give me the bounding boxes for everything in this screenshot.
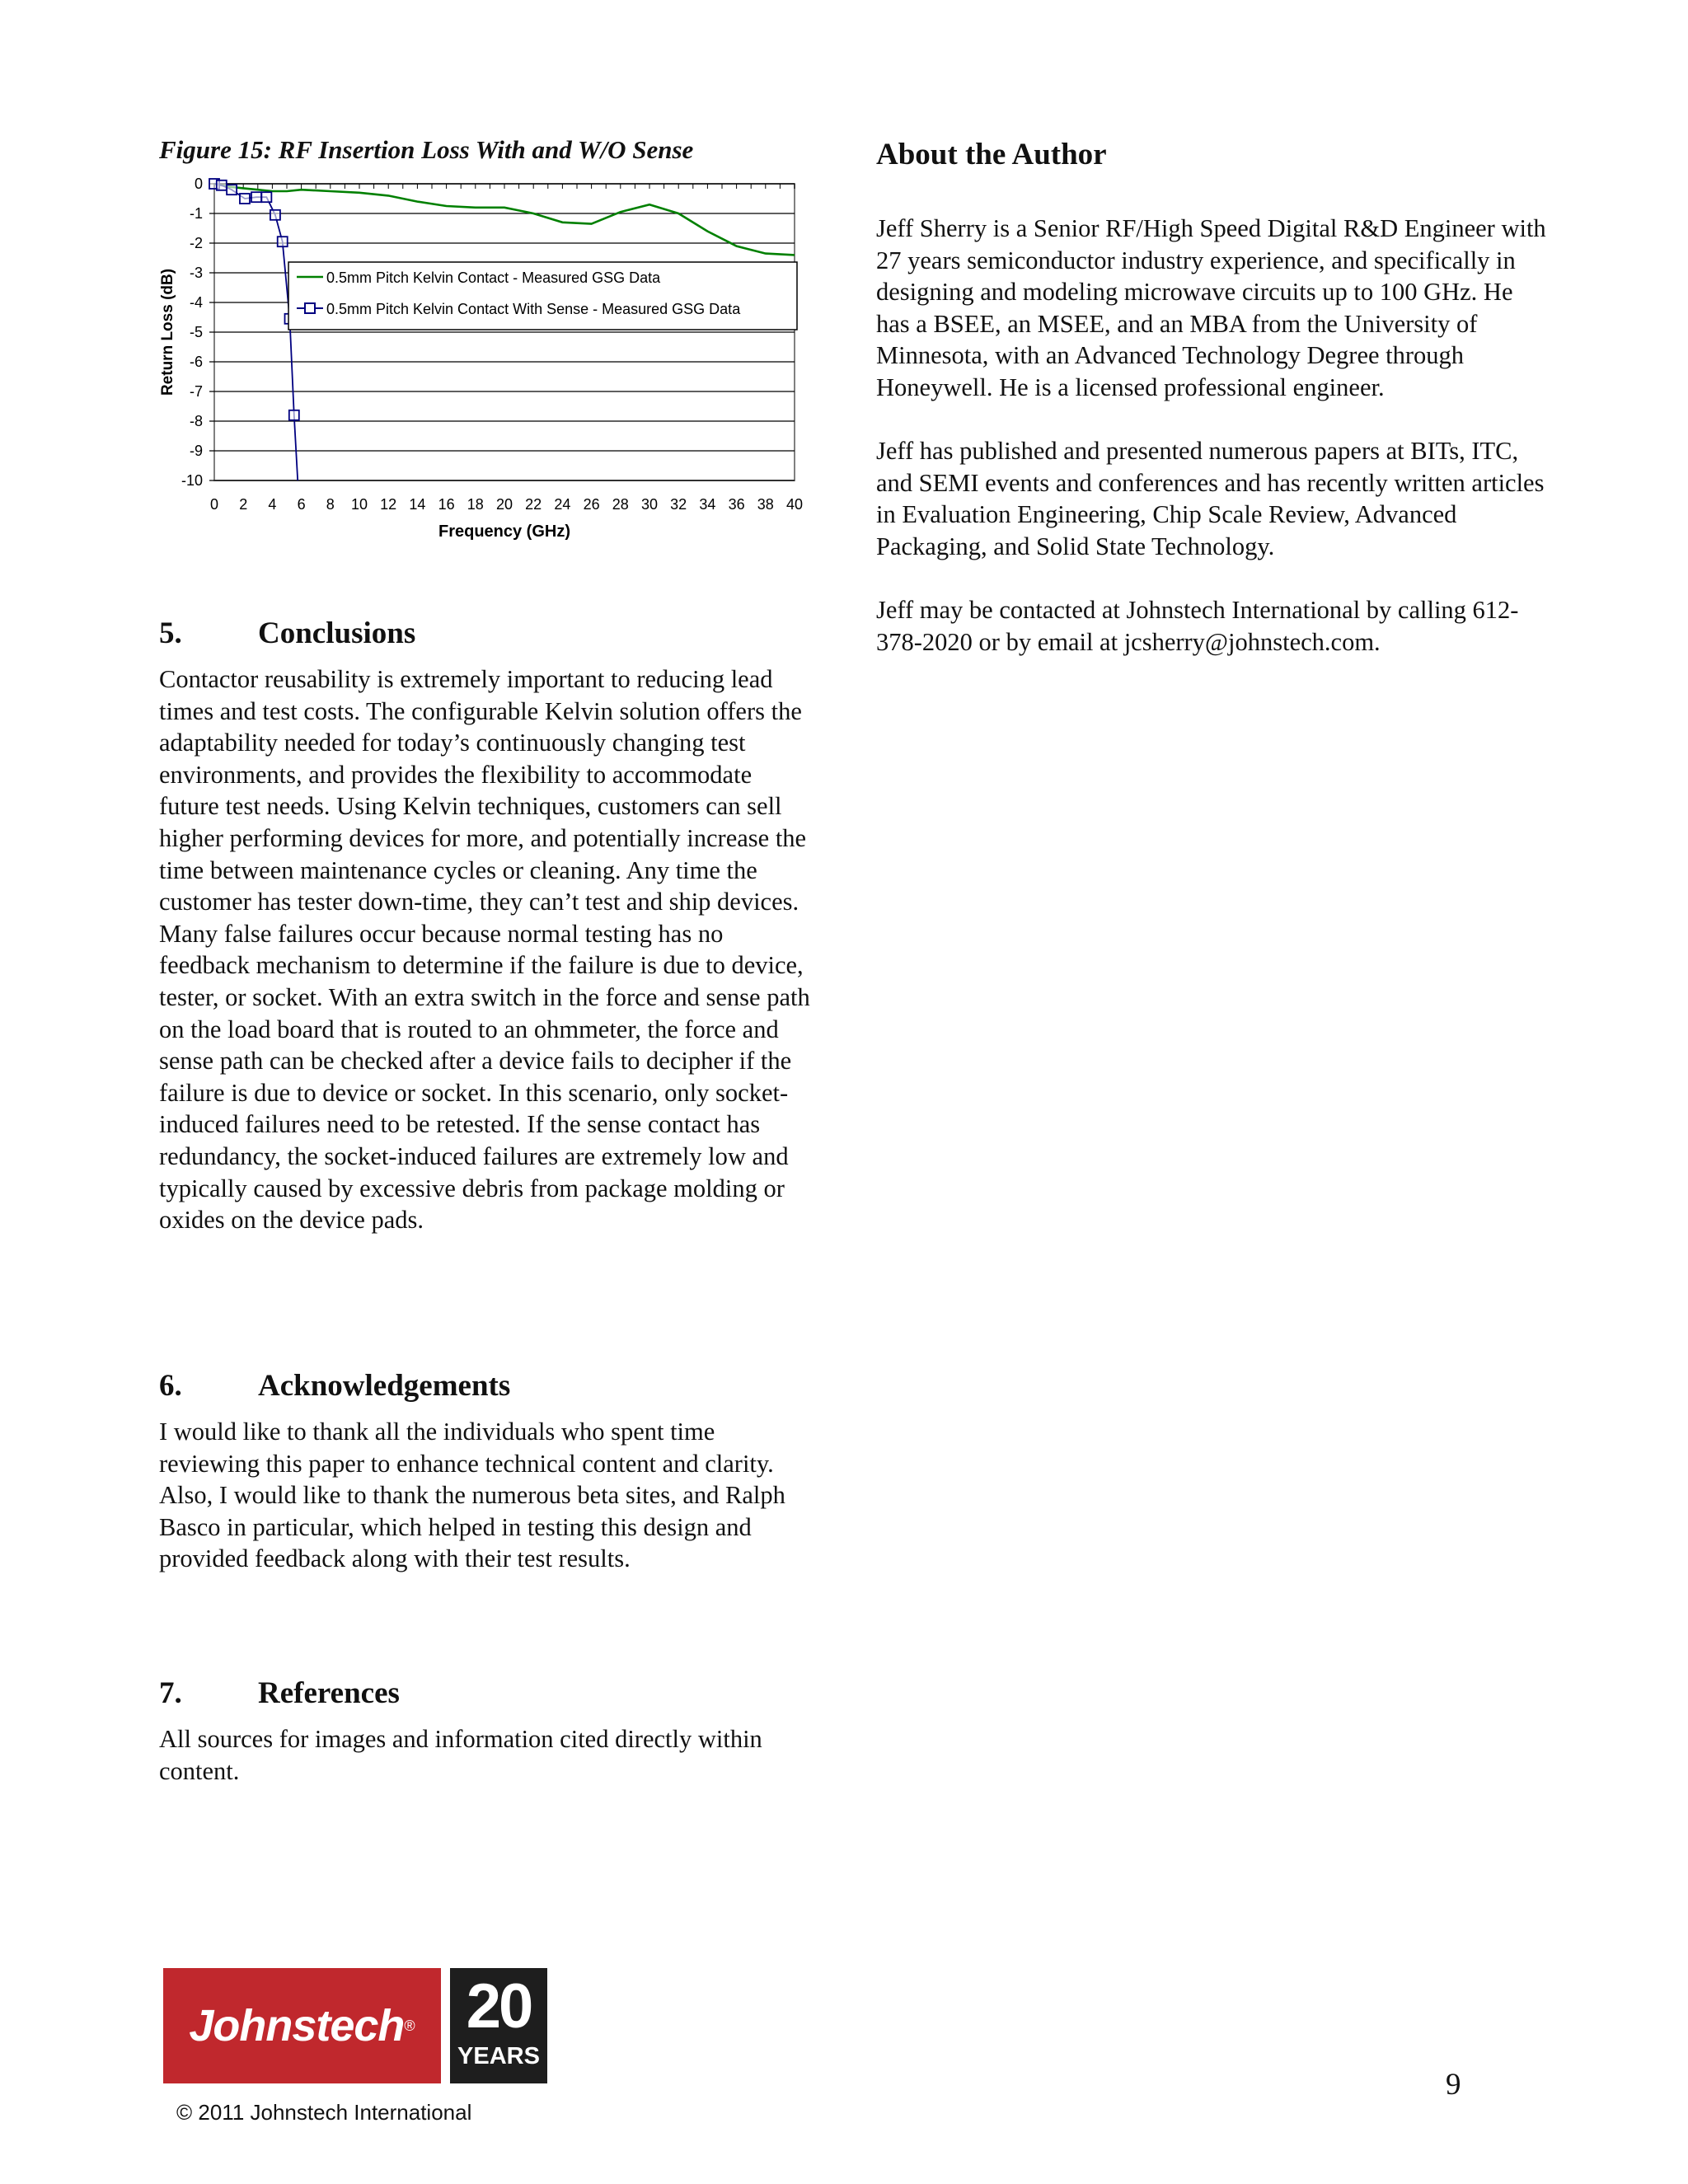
figure-caption: Figure 15: RF Insertion Loss With and W/O Sense <box>159 135 694 164</box>
y-tick-label: -4 <box>189 294 203 311</box>
series-2-point <box>217 180 227 190</box>
x-tick-labels <box>210 496 803 513</box>
x-tick-label: 12 <box>380 496 397 513</box>
y-tick-label: -7 <box>189 383 203 400</box>
x-tick-label: 14 <box>409 496 426 513</box>
x-tick-label: 36 <box>728 496 745 513</box>
x-tick-marks <box>214 184 795 189</box>
logo-years-number: 20 <box>466 1971 532 2041</box>
x-tick-label: 20 <box>495 496 513 513</box>
author-paragraph: Jeff has published and presented numerous papers at BITs, ITC, and SEMI events and conferences and has recently written articles in Evaluation Engineering, Chip Scale Review, Advanced Packaging, and Solid State Technology. <box>876 437 1545 560</box>
y-tick-label: -2 <box>189 235 203 251</box>
series-2-point <box>270 210 280 220</box>
x-tick-label: 8 <box>326 496 335 513</box>
references-paragraph: All sources for images and information cited directly within content. <box>159 1725 762 1785</box>
x-tick-label: 6 <box>297 496 306 513</box>
logo-years-word: YEARS <box>457 2043 540 2069</box>
conclusions-body <box>159 663 814 1236</box>
y-tick-label: -8 <box>189 413 203 429</box>
legend-label-series-1: 0.5mm Pitch Kelvin Contact - Measured GSG Data <box>326 269 661 286</box>
acknowledgements-heading <box>159 1368 510 1404</box>
logo-brand-block <box>163 1968 441 2083</box>
y-tick-label: -6 <box>189 354 203 370</box>
logo-name: Johnstech <box>189 2001 405 2050</box>
series-2-point <box>251 192 261 202</box>
x-tick-label: 22 <box>525 496 542 513</box>
legend-label-series-2: 0.5mm Pitch Kelvin Contact With Sense - Measured GSG Data <box>326 301 741 317</box>
chart-legend <box>288 262 797 330</box>
section-number: 6. <box>159 1369 182 1403</box>
x-tick-label: 38 <box>757 496 774 513</box>
conclusions-paragraph: Contactor reusability is extremely important to reducing lead times and test costs. The configurable Kelvin solution offers the adaptability needed for today’s continuously changing test environments, and provides the flexibility to accommodate future test needs. Using Kelvin techniques, customers can sell higher performing devices for more, and potentially increase the time between maintenance cycles or cleaning. Any time the customer has tester down-time, they can’t test and ship devices. Many false failures occur because normal testing has no feedback mechanism to determine if the failure is due to device, tester, or socket. With an extra switch in the force and sense path on the load board that is routed to an ohmmeter, the force and sense path can be checked after a device fails to decipher if the failure is due to device or socket. In this scenario, only socket-induced failures need to be retested. If the sense contact has redundancy, the socket-induced failures are extremely low and typically caused by excessive debris from package molding or oxides on the device pads. <box>159 665 810 1235</box>
x-tick-label: 30 <box>640 496 659 513</box>
series-2-point <box>227 185 237 194</box>
y-tick-label: -10 <box>181 472 203 489</box>
x-tick-label: 26 <box>583 496 600 513</box>
x-tick-label: 0 <box>209 496 219 513</box>
section-number: 7. <box>159 1676 182 1710</box>
y-tick-label: -1 <box>189 205 203 222</box>
x-tick-label: 28 <box>612 496 629 513</box>
section-title: Conclusions <box>258 616 416 650</box>
legend-marker-series-2 <box>305 303 315 313</box>
y-tick-label: -9 <box>189 443 203 459</box>
copyright-notice: © 2011 Johnstech International <box>176 2100 472 2125</box>
series-2-point <box>240 194 250 204</box>
logo-registered-mark: ® <box>404 2017 415 2034</box>
section-title: References <box>258 1676 400 1710</box>
author-body <box>876 213 1552 658</box>
series-2-point <box>261 192 271 202</box>
series-2-point <box>289 410 299 420</box>
johnstech-logo <box>163 1968 547 2083</box>
y-tick-label: -5 <box>189 324 203 340</box>
x-tick-label: 10 <box>350 496 368 513</box>
insertion-loss-chart <box>148 171 808 559</box>
references-body <box>159 1723 814 1787</box>
author-heading: About the Author <box>876 138 1107 171</box>
section-number: 5. <box>159 616 182 650</box>
x-tick-label: 16 <box>438 496 455 513</box>
acknowledgements-paragraph: I would like to thank all the individuals who spent time reviewing this paper to enhance technical content and clarity. Also, I would like to thank the numerous beta sites, and Ralph Basco in particular, which helped in testing this design and provided feedback along with their test results. <box>159 1418 785 1573</box>
x-tick-label: 24 <box>554 496 571 513</box>
references-heading <box>159 1675 400 1711</box>
section-title: Acknowledgements <box>258 1369 511 1403</box>
x-tick-label: 18 <box>467 496 484 513</box>
x-axis-label: Frequency (GHz) <box>438 523 571 541</box>
y-tick-labels <box>181 176 203 489</box>
y-axis-label: Return Loss (dB) <box>159 268 176 396</box>
author-paragraph: Jeff may be contacted at Johnstech International by calling 612-378-2020 or by email at jcsherry@johnstech.com. <box>876 596 1519 656</box>
series-2-point <box>278 237 288 246</box>
conclusions-heading <box>159 616 415 651</box>
page-number: 9 <box>1446 2068 1461 2102</box>
x-tick-label: 34 <box>699 496 716 513</box>
x-tick-label: 40 <box>785 496 804 513</box>
x-tick-label: 32 <box>670 496 687 513</box>
y-tick-label: 0 <box>194 176 203 192</box>
author-paragraph: Jeff Sherry is a Senior RF/High Speed Digital R&D Engineer with 27 years semiconductor industry experience, and specifically in designing and modeling microwave circuits up to 100 GHz. He has a BSEE, an MSEE, and an MBA from the University of Minnesota, with an Advanced Technology Degree through Honeywell. He is a licensed professional engineer. <box>876 214 1546 401</box>
x-tick-label: 2 <box>239 496 248 513</box>
y-tick-label: -3 <box>189 265 203 281</box>
logo-anniversary-block <box>450 1968 547 2083</box>
x-tick-label: 4 <box>268 496 277 513</box>
acknowledgements-body <box>159 1416 814 1575</box>
